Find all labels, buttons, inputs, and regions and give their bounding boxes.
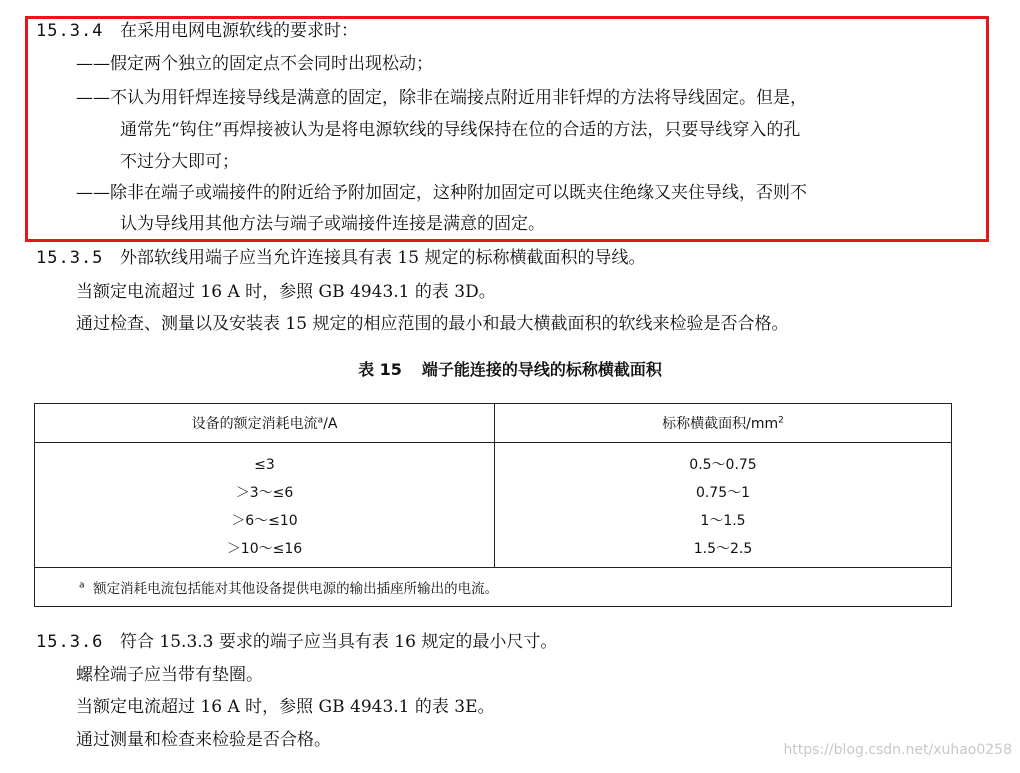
current-values	[35, 443, 495, 568]
clause-line: 当额定电流超过 16 A 时，参照 GB 4943.1 的表 3D。	[76, 282, 496, 302]
table-cell: ＞10～≤16	[226, 541, 303, 557]
area-values	[495, 443, 952, 568]
column-header-area: 标称横截面积$/mm^2$	[495, 404, 952, 443]
watermark: https://blog.csdn.net/xuhao0258	[783, 742, 1012, 758]
table-cell: ＞3～≤6	[235, 485, 294, 501]
clause-line: 螺栓端子应当带有垫圈。	[76, 665, 263, 685]
clause-15-3-4	[36, 19, 358, 43]
clause-line: 通常先“钩住”再焊接被认为是将电源软线的导线保持在位的合适的方法，只要导线穿入的孔	[120, 120, 801, 140]
clause-15-3-5	[36, 246, 645, 270]
table-caption	[0, 357, 1020, 380]
table-cell: ≤3	[254, 457, 275, 473]
clause-heading: 外部软线用端子应当允许连接具有表 15 规定的标称横截面积的导线。	[120, 248, 646, 268]
table-cell: 1～1.5	[700, 513, 746, 529]
table-cell: ＞6～≤10	[231, 513, 298, 529]
clause-line: 不过分大即可；	[120, 152, 239, 172]
table-label: 表 15	[358, 360, 402, 379]
column-header-current: 设备的额定消耗电流$^a$/A	[35, 404, 495, 443]
clause-line: ——假定两个独立的固定点不会同时出现松动；	[76, 54, 433, 74]
table-15	[34, 403, 952, 607]
clause-15-3-6	[36, 630, 557, 654]
table-row	[35, 443, 952, 568]
table-cell: 0.75～1	[695, 485, 751, 501]
clause-line: ——不认为用钎焊连接导线是满意的固定，除非在端接点附近用非钎焊的方法将导线固定。但是，	[76, 88, 807, 108]
clause-heading: 在采用电网电源软线的要求时：	[120, 21, 358, 41]
clause-line: 当额定电流超过 16 A 时，参照 GB 4943.1 的表 3E。	[76, 697, 495, 717]
clause-number: 15.3.6	[36, 632, 104, 652]
clause-line: ——除非在端子或端接件的附近给予附加固定，这种附加固定可以既夹住绝缘又夹住导线，否则不	[76, 183, 807, 203]
clause-number: 15.3.5	[36, 248, 104, 268]
clause-line: 通过检查、测量以及安装表 15 规定的相应范围的最小和最大横截面积的软线来检验是否合格。	[76, 314, 789, 334]
table-cell: 0.5～0.75	[689, 457, 757, 473]
clause-line: 通过测量和检查来检验是否合格。	[76, 730, 331, 750]
clause-line: 认为导线用其他方法与端子或端接件连接是满意的固定。	[120, 214, 545, 234]
table-footnote: $^a$ 额定消耗电流包括能对其他设备提供电源的输出插座所输出的电流。	[35, 568, 952, 607]
table-title: 端子能连接的导线的标称横截面积	[421, 360, 662, 379]
table-cell: 1.5～2.5	[693, 541, 753, 557]
clause-heading: 符合 15.3.3 要求的端子应当具有表 16 规定的最小尺寸。	[120, 632, 558, 652]
clause-number: 15.3.4	[36, 21, 104, 41]
